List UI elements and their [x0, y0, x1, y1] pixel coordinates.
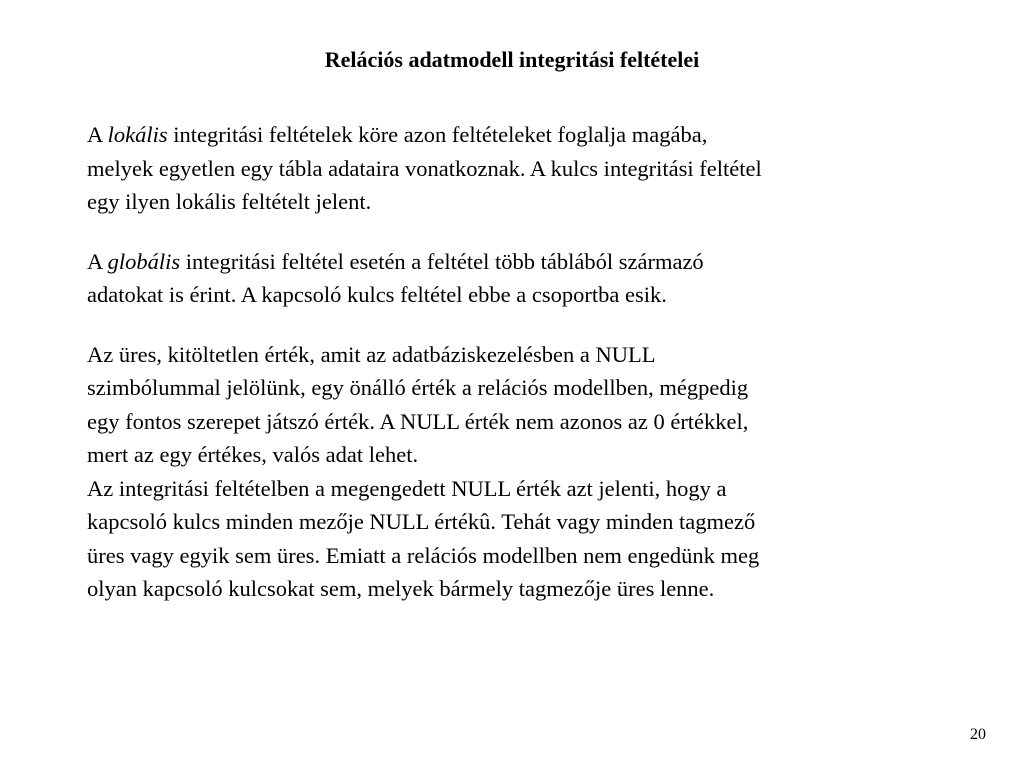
text-line: adatokat is érint. A kapcsoló kulcs feltétel ebbe a csoportba esik.	[87, 282, 667, 307]
text-line: üres vagy egyik sem üres. Emiatt a relációs modellben nem engedünk meg	[87, 542, 760, 568]
paragraph-local-constraint	[87, 118, 967, 219]
paragraph-null-in-constraint	[87, 472, 967, 606]
text-line: egy fontos szerepet játszó érték. A NULL érték nem azonos az 0 értékkel,	[87, 408, 749, 434]
text-line: melyek egyetlen egy tábla adataira vonatkoznak. A kulcs integritási feltétel	[87, 155, 762, 181]
text-line: egy ilyen lokális feltételt jelent.	[87, 189, 372, 214]
paragraph-gap	[87, 219, 967, 245]
text-run: A	[87, 122, 108, 147]
text-line: szimbólummal jelölünk, egy önálló érték a relációs modellben, mégpedig	[87, 375, 749, 400]
text-line: mert az egy értékes, valós adat lehet.	[87, 442, 419, 467]
text-line: Az integritási feltételben a megengedett NULL érték azt jelenti, hogy a	[87, 475, 727, 501]
emphasis-globalis: globális	[107, 248, 181, 274]
text-line: Az üres, kitöltetlen érték, amit az adatbáziskezelésben a NULL	[87, 341, 656, 367]
paragraph-gap	[87, 312, 967, 338]
emphasis-lokalis: lokális	[107, 122, 168, 147]
text-line	[87, 118, 967, 152]
text-line	[87, 245, 967, 279]
slide-body	[87, 118, 967, 606]
slide-title: Relációs adatmodell integritási feltételei	[324, 47, 700, 72]
text-line: kapcsoló kulcs minden mezője NULL értékû. Tehát vagy minden tagmező	[87, 509, 756, 534]
paragraph-global-constraint	[87, 245, 967, 312]
page-number: 20	[970, 726, 986, 743]
text-run: integritási feltétel esetén a feltétel több táblából származó	[180, 248, 704, 274]
text-line: olyan kapcsoló kulcsokat sem, melyek bármely tagmezője üres lenne.	[87, 576, 715, 601]
paragraph-null-value	[87, 338, 967, 472]
text-run: A	[87, 248, 108, 274]
text-run: integritási feltételek köre azon feltételeket foglalja magába,	[167, 122, 708, 147]
